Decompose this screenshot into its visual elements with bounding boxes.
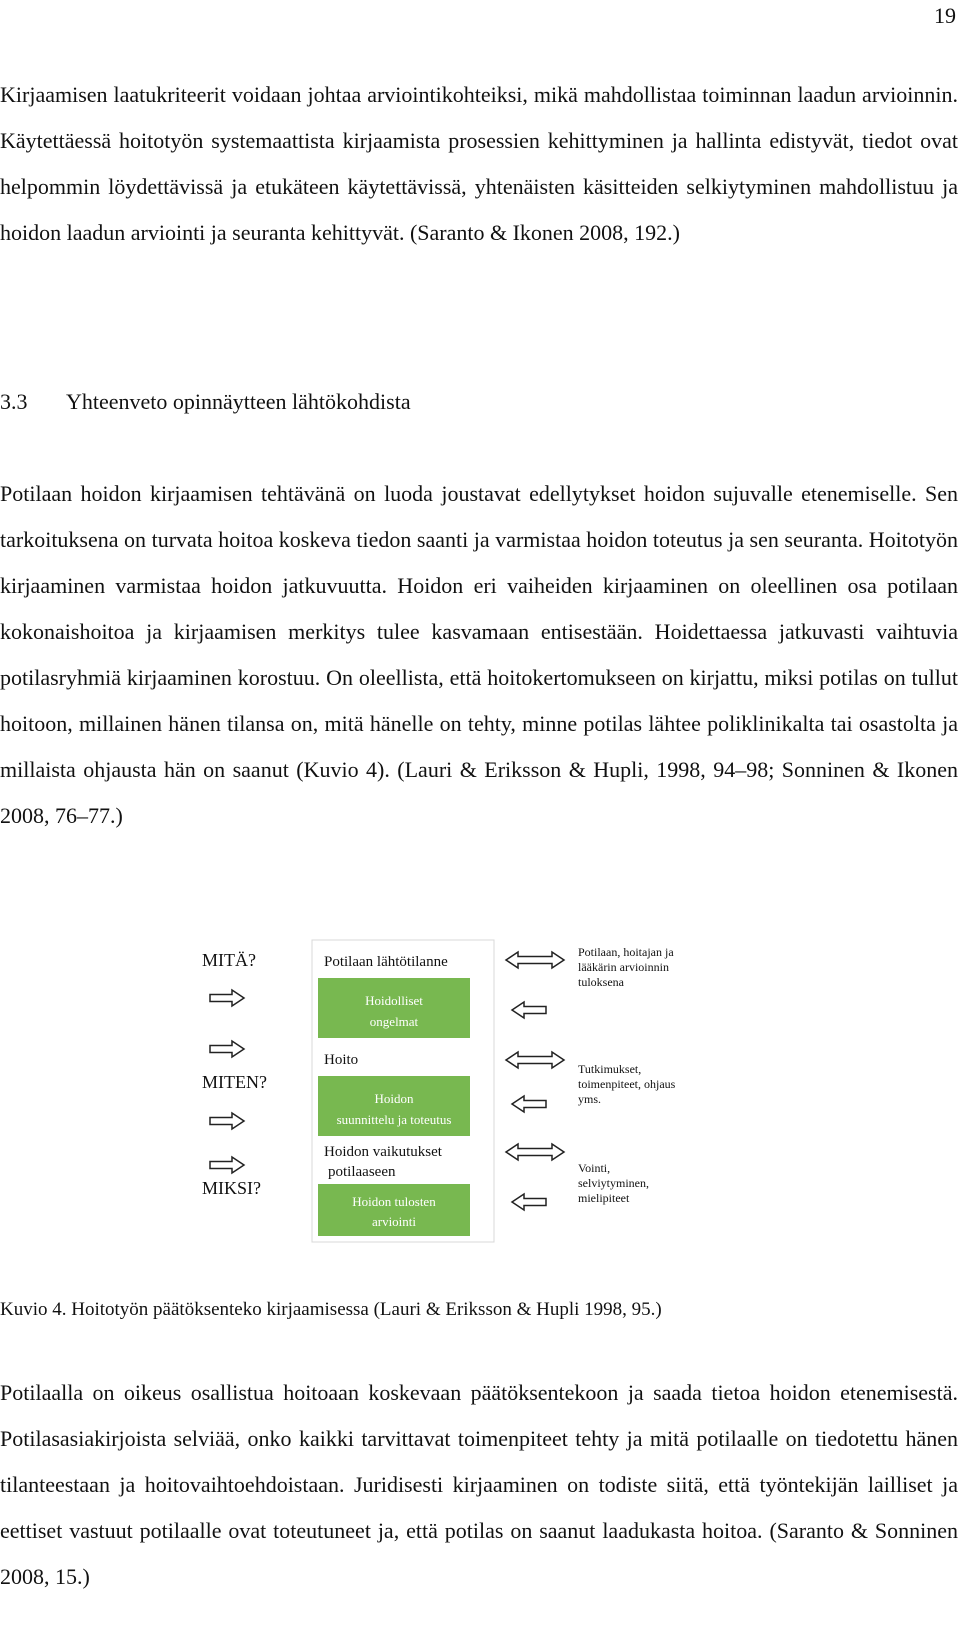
note-assessment-line2: lääkärin arvioinnin bbox=[578, 960, 669, 974]
stage-initial-state: Potilaan lähtötilanne bbox=[324, 954, 448, 970]
note-outcomes-line2: selviytyminen, bbox=[578, 1176, 649, 1190]
stage-evaluation-line1: Hoidon tulosten bbox=[352, 1194, 436, 1209]
note-procedures-line3: yms. bbox=[578, 1092, 602, 1106]
arrow-left-icon bbox=[512, 1194, 546, 1210]
stage-problems-line2: ongelmat bbox=[369, 1014, 419, 1029]
arrow-right-icon bbox=[210, 990, 244, 1006]
arrow-right-icon bbox=[210, 1157, 244, 1173]
arrow-right-icon bbox=[210, 1041, 244, 1057]
note-outcomes-line3: mielipiteet bbox=[578, 1191, 630, 1205]
section-heading bbox=[0, 387, 411, 417]
stage-evaluation-line2: arviointi bbox=[371, 1214, 417, 1229]
note-procedures-line2: toimenpiteet, ohjaus bbox=[578, 1077, 676, 1091]
arrow-left-icon bbox=[512, 1096, 546, 1112]
section-title: Yhteenveto opinnäytteen lähtökohdista bbox=[66, 389, 411, 414]
question-why: MIKSI? bbox=[202, 1178, 261, 1198]
note-procedures-line1: Tutkimukset, bbox=[578, 1062, 642, 1076]
stage-effects-line1: Hoidon vaikutukset bbox=[324, 1144, 442, 1160]
decision-making-figure bbox=[200, 938, 760, 1274]
stage-problems-line1: Hoidolliset bbox=[365, 993, 423, 1008]
stage-box-planning bbox=[318, 1076, 470, 1136]
stage-planning-line2: suunnittelu ja toteutus bbox=[336, 1112, 452, 1127]
arrow-both-icon bbox=[506, 1052, 564, 1068]
note-outcomes-line1: Vointi, bbox=[578, 1161, 611, 1175]
paragraph-1: Kirjaamisen laatukriteerit voidaan johtaa arviointikohteiksi, mikä mahdollistaa toiminnan laadun arvioinnin. Käytettäessä hoitotyön systemaattista kirjaamista prosessien kehittyminen ja hallinta edistyvät, tiedot ovat helpommin löydettävissä ja etukäteen käytettävissä, yhtenäisten käsitteiden selkiytyminen mahdollistuu ja hoidon laadun arviointi ja seuranta kehittyvät. (Saranto & Ikonen 2008, 192.) bbox=[0, 82, 958, 245]
arrow-right-icon bbox=[210, 1113, 244, 1129]
stage-care: Hoito bbox=[324, 1052, 359, 1068]
figure-diagram bbox=[200, 938, 760, 1274]
question-what: MITÄ? bbox=[202, 950, 256, 970]
arrow-both-icon bbox=[506, 1144, 564, 1160]
page-number: 19 bbox=[934, 3, 956, 28]
question-how: MITEN? bbox=[202, 1072, 267, 1092]
stage-effects-line2: potilaaseen bbox=[328, 1164, 396, 1180]
note-assessment-line1: Potilaan, hoitajan ja bbox=[578, 945, 674, 959]
paragraph-2: Potilaan hoidon kirjaamisen tehtävänä on luoda joustavat edellytykset hoidon sujuvalle etenemiselle. Sen tarkoituksena on turvata hoitoa koskeva tiedon saanti ja varmistaa hoidon toteutus ja sen seuranta. Hoitotyön kirjaaminen varmistaa hoidon jatkuvuutta. Hoidon eri vaiheiden kirjaaminen on oleellinen osa potilaan kokonaishoitoa ja kirjaamisen merkitys tulee kasvamaan entisestään. Hoidettaessa jatkuvasti vaihtuvia potilasryhmiä kirjaaminen korostuu. On oleellista, että hoitokertomukseen on kirjattu, miksi potilas on tullut hoitoon, millainen hänen tilansa on, mitä hänelle on tehty, minne potilas lähtee poliklinikalta tai osastolta ja millaista ohjausta hän on saanut (Kuvio 4). (Lauri & Eriksson & Hupli, 1998, 94–98; Sonninen & Ikonen 2008, 76–77.) bbox=[0, 481, 958, 828]
arrow-both-icon bbox=[506, 952, 564, 968]
section-number: 3.3 bbox=[0, 389, 28, 414]
paragraph-3: Potilaalla on oikeus osallistua hoitoaan koskevaan päätöksentekoon ja saada tietoa hoidon etenemisestä. Potilasasiakirjoista selviää, onko kaikki tarvittavat toimenpiteet tehty ja mitä potilaalle on tiedotettu hänen tilanteestaan ja hoitovaihtoehdoistaan. Juridisesti kirjaaminen on todiste siitä, että työntekijän lailliset ja eettiset vastuut potilaalle ovat toteutuneet ja, että potilas on saanut laadukasta hoitoa. (Saranto & Sonninen 2008, 15.) bbox=[0, 1380, 958, 1589]
arrow-left-icon bbox=[512, 1002, 546, 1018]
stage-box-problems bbox=[318, 978, 470, 1038]
figure-caption: Kuvio 4. Hoitotyön päätöksenteko kirjaamisessa (Lauri & Eriksson & Hupli 1998, 95.) bbox=[0, 1299, 662, 1320]
note-assessment-line3: tuloksena bbox=[578, 975, 624, 989]
stage-planning-line1: Hoidon bbox=[374, 1091, 414, 1106]
